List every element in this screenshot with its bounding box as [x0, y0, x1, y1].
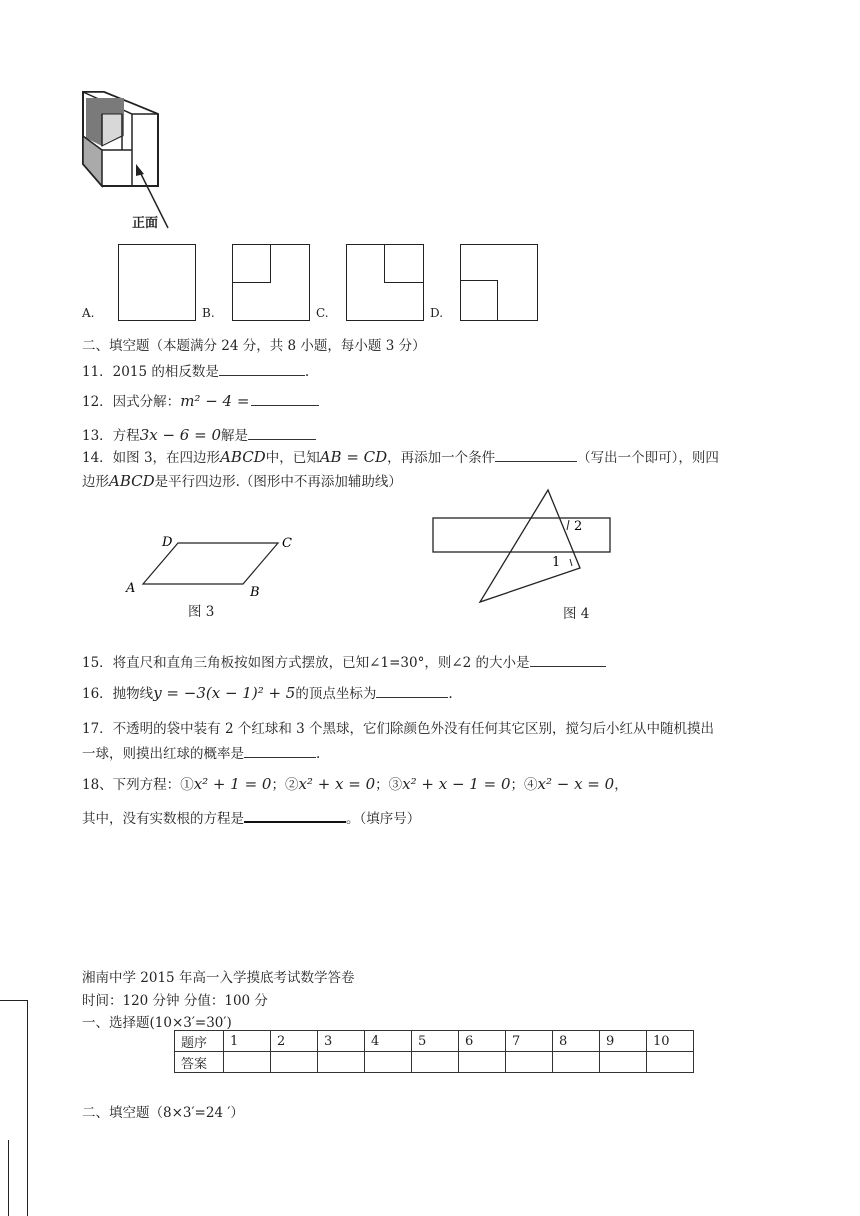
q11-text: 11．2015 的相反数是: [82, 364, 219, 380]
q14-text-b: 中，已知: [265, 450, 320, 466]
q18-sep-3: ；: [510, 777, 524, 793]
answer-table-answer-row: [175, 1052, 694, 1073]
q18-eq-1: x² + 1 = 0: [193, 775, 272, 793]
table-answer-label: 答案: [175, 1052, 224, 1073]
q14-ab-cd: AB = CD: [319, 448, 388, 466]
q18-mark-2: ②: [284, 777, 299, 793]
option-c-label: C.: [316, 306, 329, 320]
question-17-line1: 17．不透明的袋中装有 2 个红球和 3 个黑球，它们除颜色外没有任何其它区别，搅匀后小红从中随机摸出: [82, 721, 715, 737]
option-b-view: [232, 244, 310, 321]
answer-cell[interactable]: [365, 1052, 412, 1073]
fig3-label-d: D: [162, 535, 173, 550]
answer-cell[interactable]: [506, 1052, 553, 1073]
table-number: 5: [412, 1031, 459, 1052]
q14-line2-a: 边形: [82, 474, 109, 490]
q18-eq-4: x² − x = 0: [537, 775, 615, 793]
table-number: 1: [224, 1031, 271, 1052]
answer-cell[interactable]: [318, 1052, 365, 1073]
table-number: 4: [365, 1031, 412, 1052]
table-number: 10: [647, 1031, 694, 1052]
fig4-angle2: 2: [574, 519, 583, 534]
q15-text: 15．将直尺和直角三角板按如图方式摆放，已知∠1=30°，则∠2 的大小是: [82, 655, 530, 671]
q12-text: 12．因式分解：: [82, 394, 181, 410]
q18-eq-2: x² + x = 0: [298, 775, 376, 793]
question-15: [82, 651, 606, 671]
q16-math: y = −3(x − 1)² + 5: [153, 684, 296, 702]
q14-text-d: （写出一个即可），则四: [577, 450, 719, 466]
q14-text-a: 14．如图 3，在四边形: [82, 450, 221, 466]
q16-text: 16．抛物线: [82, 686, 154, 702]
q18-sep-1: ；: [271, 777, 285, 793]
answer-cell[interactable]: [412, 1052, 459, 1073]
answer-cell[interactable]: [553, 1052, 600, 1073]
answer-sheet-time: 时间：120 分钟 分值：100 分: [82, 993, 268, 1009]
fig4-angle1: 1: [552, 555, 561, 570]
q18-line2-a: 其中，没有实数根的方程是: [82, 811, 244, 827]
fig3-label-a: A: [126, 581, 136, 596]
q16-tail: 的顶点坐标为: [295, 686, 377, 702]
table-number: 8: [553, 1031, 600, 1052]
answer-cell[interactable]: [647, 1052, 694, 1073]
fig3-label-b: B: [250, 585, 260, 600]
q12-math: m² − 4 =: [180, 392, 250, 410]
answer-sheet-section1: 一、选择题(10×3′=30′): [82, 1015, 232, 1031]
q18-mark-3: ③: [388, 777, 403, 793]
question-18-line2: [82, 807, 420, 827]
q18-lead: 18、下列方程：: [82, 777, 181, 793]
option-b-label: B.: [202, 306, 215, 320]
option-a-label: A.: [82, 306, 95, 320]
fig3-label-c: C: [282, 536, 292, 551]
q18-sep-2: ；: [375, 777, 389, 793]
option-a-view: [118, 244, 196, 321]
question-11: [82, 360, 309, 380]
figure-4: [430, 486, 615, 608]
answer-cell[interactable]: [224, 1052, 271, 1073]
q13-math: 3x − 6 = 0: [139, 426, 221, 444]
fig4-caption: 图 4: [563, 606, 590, 622]
binding-margin-line: [0, 1000, 28, 1216]
binding-margin-line-inner: [8, 1140, 9, 1216]
q18-mark-4: ④: [524, 777, 538, 793]
q16-end: .: [448, 686, 453, 702]
figure-3: [120, 530, 310, 602]
table-header-label: 题序: [175, 1031, 224, 1052]
answer-cell[interactable]: [271, 1052, 318, 1073]
question-13: [82, 424, 316, 444]
question-16: [82, 682, 453, 702]
question-14-line1: [82, 446, 719, 466]
q13-text: 13．方程: [82, 428, 140, 444]
table-number: 7: [506, 1031, 553, 1052]
answer-sheet-title: 湘南中学 2015 年高一入学摸底考试数学答卷: [82, 970, 355, 986]
answer-cell[interactable]: [600, 1052, 647, 1073]
q14-abcd-2: ABCD: [109, 472, 155, 490]
answer-sheet-section2: 二、填空题（8×3′=24 ′）: [82, 1105, 244, 1121]
option-d-view: [460, 244, 538, 321]
question-12: [82, 390, 319, 410]
q18-end: ，: [614, 777, 628, 793]
q13-tail: 解是: [221, 428, 248, 444]
q17-line2-text: 一球，则摸出红球的概率是: [82, 746, 244, 762]
table-number: 9: [600, 1031, 647, 1052]
question-17-line2: [82, 742, 320, 762]
table-number: 3: [318, 1031, 365, 1052]
table-number: 2: [271, 1031, 318, 1052]
q14-abcd: ABCD: [220, 448, 266, 466]
q17-end: .: [316, 746, 321, 762]
q14-line2-b: 是平行四边形.（图形中不再添加辅助线）: [154, 474, 402, 490]
option-d-label: D.: [430, 306, 444, 320]
question-14-line2: [82, 470, 402, 490]
q18-line2-b: 。（填序号）: [346, 811, 421, 827]
front-label: 正面: [132, 216, 159, 231]
question-18-line1: [82, 773, 628, 793]
answer-table: [174, 1030, 694, 1073]
answer-table-header-row: [175, 1031, 694, 1052]
fig3-caption: 图 3: [188, 604, 215, 620]
q11-tail: .: [304, 364, 310, 380]
q14-text-c: ，再添加一个条件: [387, 450, 496, 466]
q18-eq-3: x² + x − 1 = 0: [402, 775, 511, 793]
answer-cell[interactable]: [459, 1052, 506, 1073]
table-number: 6: [459, 1031, 506, 1052]
option-c-view: [346, 244, 424, 321]
q18-mark-1: ①: [180, 777, 194, 793]
section2-heading: 二、填空题（本题满分 24 分，共 8 小题，每小题 3 分）: [82, 338, 426, 354]
